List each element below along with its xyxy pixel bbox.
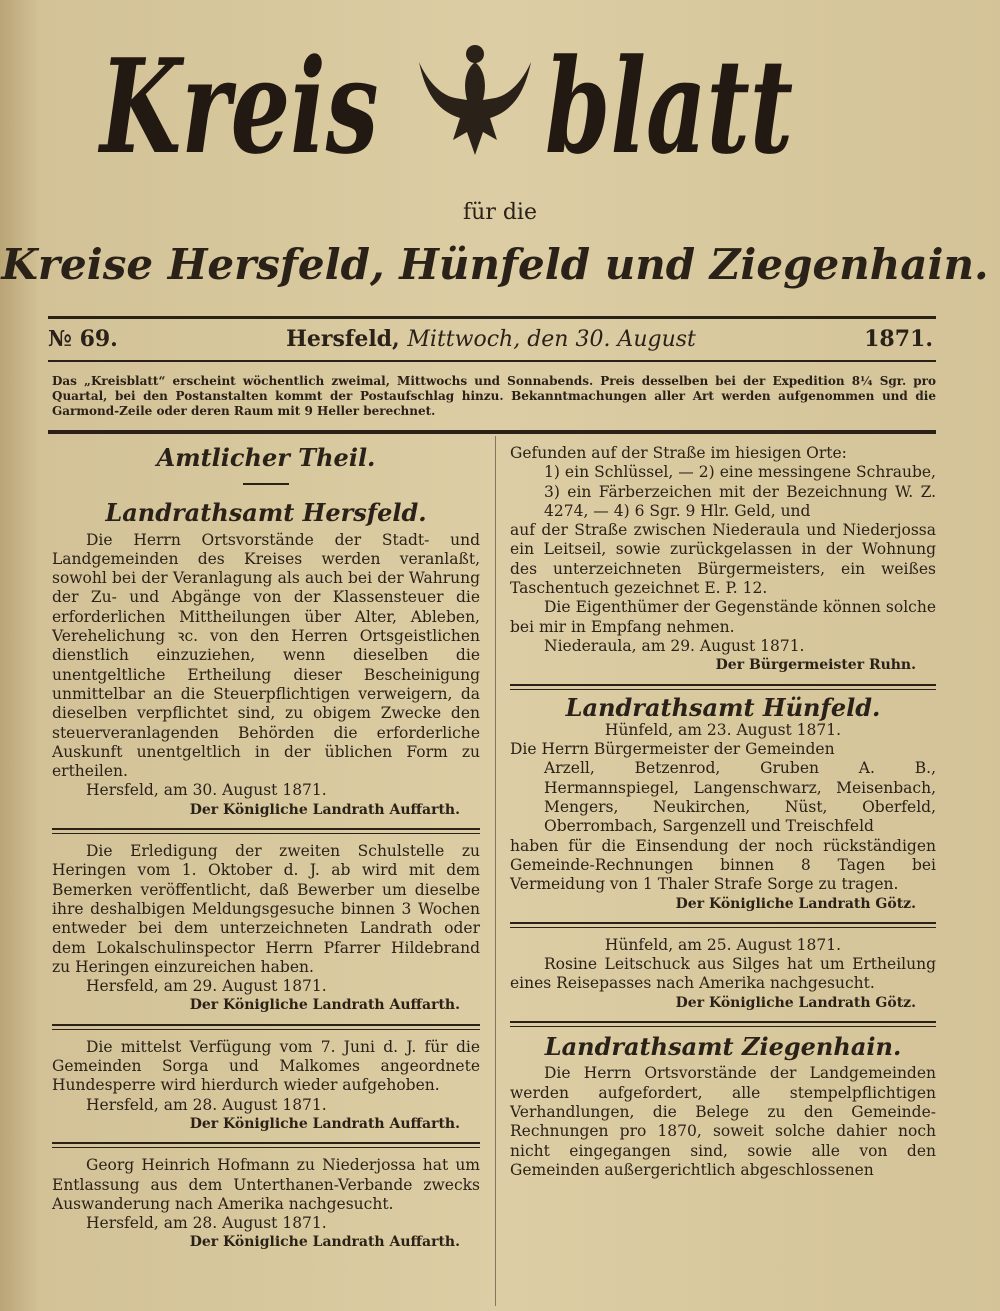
masthead-subtitle: Kreise Hersfeld, Hünfeld und Ziegenhain. (1, 240, 989, 289)
divider (510, 684, 936, 690)
masthead-right: blatt (545, 30, 794, 183)
divider (52, 828, 480, 834)
masthead-left: Kreis (100, 30, 379, 183)
article-text: Georg Heinrich Hofmann zu Niederjossa hat um Entlassung aus dem Unterthanen-Verbande zwecks Auswanderung nach Amerika nachgesucht. (52, 1156, 480, 1213)
heading-ziegenhain: Landrathsamt Ziegenhain. (544, 1032, 902, 1062)
eagle-emblem-icon (415, 40, 535, 160)
article-intro: Die Herrn Bürgermeister der Gemeinden (510, 740, 835, 759)
column-divider (495, 436, 496, 1306)
article-intro: Gefunden auf der Straße im hiesigen Orte: (510, 444, 847, 462)
article-signature: Der Königliche Landrath Götz. (675, 895, 916, 912)
article-signature: Der Bürgermeister Ruhn. (715, 657, 916, 674)
article-signature: Der Königliche Landrath Auffarth. (189, 997, 460, 1014)
article-signature: Der Königliche Landrath Auffarth. (189, 1234, 460, 1251)
article-text: Rosine Leitschuck aus Silges hat um Ertheilung eines Reisepasses nach Amerika nachgesucht. (510, 955, 936, 993)
found-items: 1) ein Schlüssel, — 2) eine messingene Schraube, 3) ein Färberzeichen mit der Bezeichnung W. Z. 4274, — 4) 6 Sgr. 9 Hlr. Geld, und (544, 463, 936, 520)
article-text: haben für die Einsendung der noch rückständigen Gemeinde-Rechnungen binnen 8 Tagen bei Vermeidung von 1 Thaler Strafe Sorge zu tragen. (510, 836, 936, 894)
village-list: Arzell, Betzenrod, Gruben A. B., Hermannspiegel, Langenschwarz, Meisenbach, Mengers, Neukirchen, Nüst, Oberfeld, Oberrombach, Sargenzell und Treischfeld (544, 759, 936, 836)
article-signature: Der Königliche Landrath Auffarth. (189, 801, 460, 818)
section-heading: Amtlicher Theil. (156, 443, 376, 472)
heading-huenfeld: Landrathsamt Hünfeld. (565, 692, 881, 722)
divider (48, 360, 936, 362)
article-date: Hünfeld, am 25. August 1871. (604, 935, 842, 954)
right-column (510, 444, 936, 1180)
issue-year: 1871. (864, 326, 933, 352)
issue-number: № 69. (48, 326, 118, 352)
publication-notice: Das „Kreisblatt“ erscheint wöchentlich zweimal, Mittwochs und Sonnabends. Preis desselben bei der Expedition 8¼ Sgr. pro Quartal, bei den Postanstalten kommt der Postaufschlag hinzu. Bekanntmachungen aller Art werden aufgenommen und die Garmond-Zeile oder deren Raum mit 9 Heller berechnet. (52, 374, 936, 418)
article-date: Hersfeld, am 29. August 1871. (86, 977, 327, 996)
divider (510, 922, 936, 928)
issue-line (48, 326, 933, 352)
heading-hersfeld: Landrathsamt Hersfeld. (105, 498, 427, 528)
issue-date: Mittwoch, den 30. August (407, 327, 696, 352)
article-text: auf der Straße zwischen Niederaula und Niederjossa ein Leitseil, sowie zurückgelassen in der Wohnung des unterzeichneten Bürgermeisters, ein weißes Taschentuch gezeichnet E. P. 12. (510, 521, 936, 598)
issue-place: Hersfeld, (286, 326, 400, 352)
divider (52, 1142, 480, 1148)
article-text: Die Erledigung der zweiten Schulstelle zu Heringen vom 1. Oktober d. J. ab wird mit dem Bemerken veröffentlicht, daß Bewerber um dieselbe ihre deshalbigen Meldungsgesuche binnen 3 Wochen entweder bei dem unterzeichneten Landrath oder dem Lokalschulinspector Herrn Pfarrer Hildebrand zu Heringen einzureichen haben. (52, 842, 480, 976)
divider (52, 1024, 480, 1030)
article-date: Niederaula, am 29. August 1871. (544, 636, 805, 655)
article-text: Die Eigenthümer der Gegenstände können solche bei mir in Empfang nehmen. (510, 598, 936, 636)
masthead-fuer-die: für die (463, 200, 537, 225)
article-date: Hersfeld, am 28. August 1871. (86, 1095, 327, 1114)
article-signature: Der Königliche Landrath Auffarth. (189, 1115, 460, 1132)
article-date: Hersfeld, am 30. August 1871. (86, 781, 327, 800)
article-text: Die Herrn Ortsvorstände der Stadt- und Landgemeinden des Kreises werden veranlaßt, sowohl bei der Veranlagung als auch bei der Wahrung der Zu- und Abgänge von der Klassensteuer die erforderlichen Mittheilungen über Alter, Ableben, Verehelichung ꝛc. von den Herren Ortsgeistlichen dienstlich einzuziehen, wenn dieselben die unentgeltliche Ertheilung dieser Bescheinigung unmittelbar an die Steuerpflichtigen verweigern, da dieselben verpflichtet sind, zu obigem Zwecke den steuerveranlagenden Behörden die erforderliche Auskunft unentgeltlich in der üblichen Form zu ertheilen. (52, 530, 480, 781)
short-rule (243, 483, 289, 485)
article-date: Hünfeld, am 23. August 1871. (604, 720, 842, 739)
article-text: Die mittelst Verfügung vom 7. Juni d. J. für die Gemeinden Sorga und Malkomes angeordnete Hundesperre wird hierdurch wieder aufgehoben. (52, 1037, 480, 1095)
divider (510, 1021, 936, 1027)
article-text: Die Herrn Ortsvorstände der Landgemeinden werden aufgefordert, alle stempelpflichtigen Verhandlungen, die Belege zu den Gemeinde-Rechnungen pro 1870, soweit solche dahier noch nicht eingegangen sind, sowie alle von den Gemeinden außergerichtlich abgeschlossenen (510, 1064, 936, 1179)
divider (48, 430, 936, 434)
divider (48, 316, 936, 319)
left-column (52, 443, 480, 1253)
article-signature: Der Königliche Landrath Götz. (675, 994, 916, 1011)
article-date: Hersfeld, am 28. August 1871. (86, 1214, 327, 1233)
